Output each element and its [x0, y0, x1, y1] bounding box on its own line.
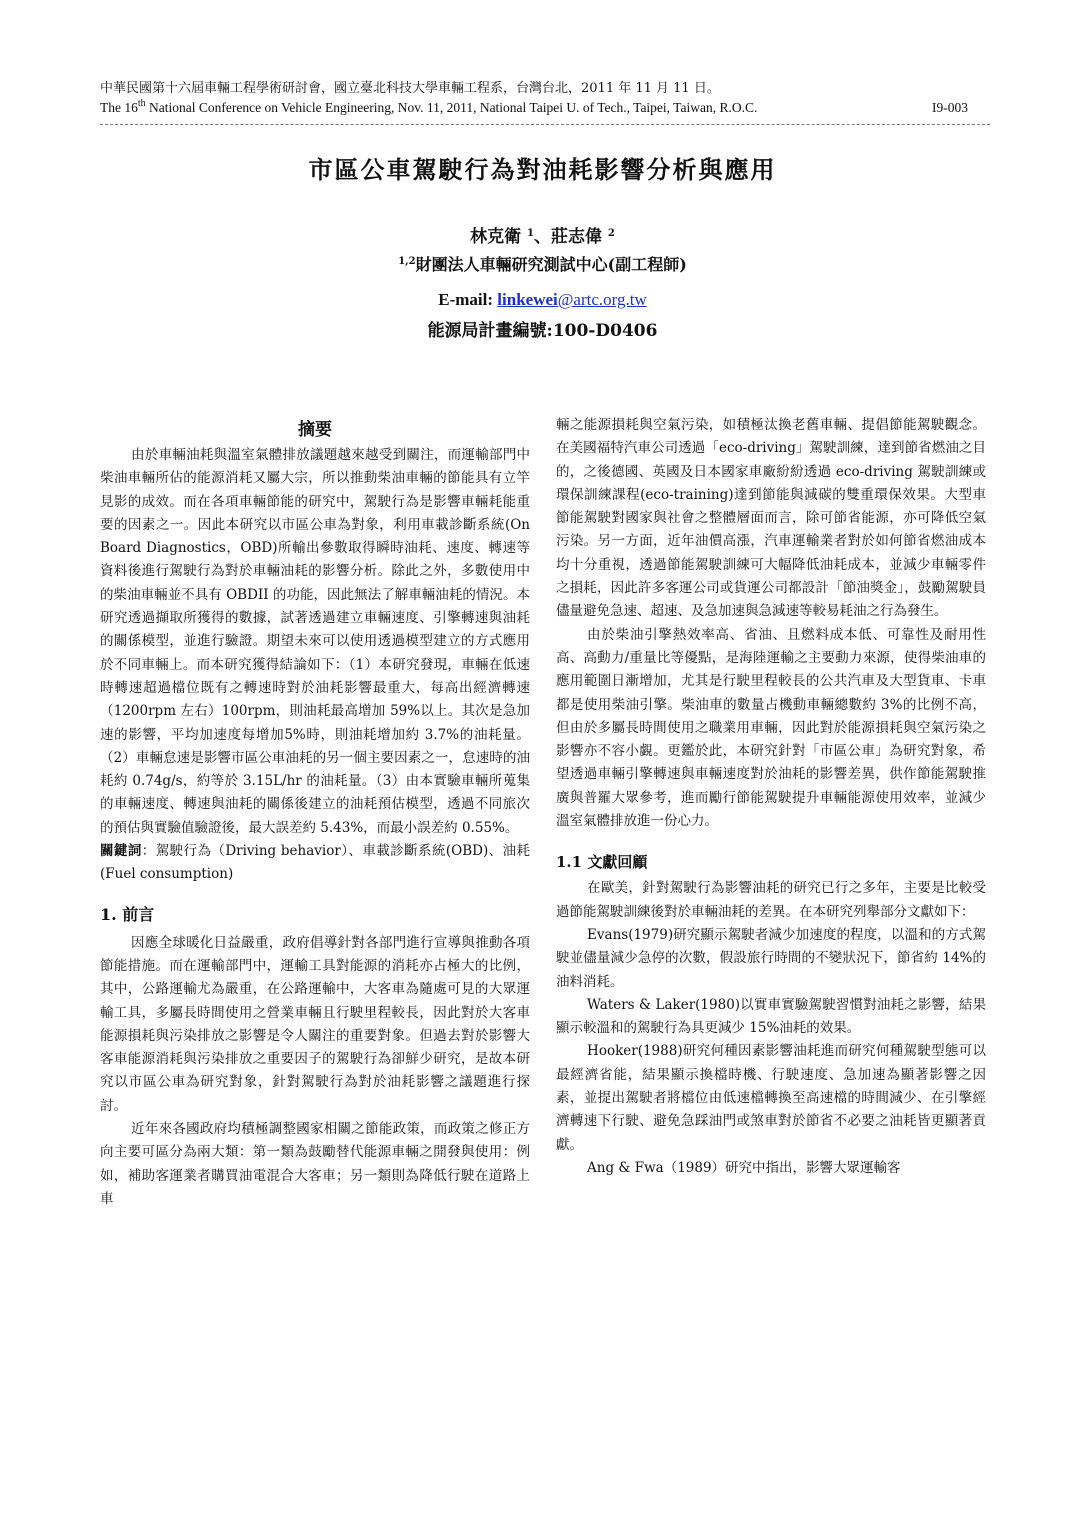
- paper-id: I9-003: [932, 100, 968, 115]
- project-number: 能源局計畫編號:100-D0406: [427, 321, 658, 341]
- abstract-heading: 摘要: [298, 420, 332, 440]
- literature-paragraph-evans: Evans(1979)研究顯示駕駛者減少加速度的程度，以溫和的方式駕駛並儘量減少急停的次數，假設旅行時間的不變狀況下，節省約 14%的油料消耗。: [556, 926, 986, 990]
- email-link-domain[interactable]: @artc.org.tw: [557, 290, 647, 309]
- section-1-heading: 1. 前言: [100, 904, 155, 924]
- abstract-text: 由於車輛油耗與溫室氣體排放議題越來越受到關注，而運輸部門中柴油車輛所佔的能源消耗又屬大宗，所以推動柴油車輛的節能具有立竿見影的成效。而在各項車輛節能的研究中，駕駛行為是影響車輛耗能重要的因素之一。因此本研究以市區公車為對象，利用車載診斷系統(On Board Diagnostics，OBD)所輸出參數取得瞬時油耗、速度、轉速等資料後進行駕駛行為對於車輛油耗的影響分析。除此之外，多數使用中的柴油車輛並不具有 OBDII 的功能，因此無法了解車輛油耗的情況。本研究透過擷取所獲得的數據，試著透過建立車輛速度、引擎轉速與油耗的關係模型，並進行驗證。期望未來可以使用透過模型建立的方式應用於不同車輛上。而本研究獲得結論如下：（1）本研究發現，車輛在低速時轉速超過檔位既有之轉速時對於油耗影響最重大，每高出經濟轉速（1200rpm 左右）100rpm，則油耗最高增加 59%以上。其次是急加速的影響，平均加速度每增加5%時，則油耗增加約 3.7%的油耗量。（2）車輛怠速是影響市區公車油耗的另一個主要因素之一，怠速時的油耗約 0.74g/s，約等於 3.15L/hr 的油耗量。（3）由本實驗車輛所蒐集的車輛速度、轉速與油耗的關係後建立的油耗預估模型，透過不同旅次的預估與實驗值驗證後，最大誤差約 5.43%，而最小誤差約 0.55%。: [100, 447, 530, 836]
- conference-header-chinese: 中華民國第十六屆車輛工程學術研討會，國立臺北科技大學車輛工程系，台灣台北，2011 年 11 月 11 日。: [100, 81, 720, 96]
- header-en-sup: th: [137, 98, 146, 109]
- author-separator: 、: [534, 227, 551, 247]
- literature-paragraph-hooker: Hooker(1988)研究何種因素影響油耗進而研究何種駕駛型態可以最經濟省能，結果顯示換檔時機、行駛速度、急加速為顯著影響之因素，並提出駕駛者將檔位由低速檔轉換至高速檔的時間減少、在引擎經濟轉速下行駛、避免急踩油門或煞車對於節省不必要之油耗皆更顯著貢獻。: [556, 1043, 986, 1153]
- affiliation-text: 財團法人車輛研究測試中心(副工程師): [415, 255, 687, 274]
- keywords-label: 關鍵詞: [100, 843, 142, 860]
- email-label: E-mail:: [438, 290, 498, 309]
- author-2-sup: 2: [607, 228, 615, 239]
- author-2: 莊志偉: [551, 227, 602, 247]
- section-1-1-heading: 1.1 文獻回顧: [556, 853, 648, 872]
- right-column: [556, 414, 986, 1180]
- left-column: [100, 418, 530, 1211]
- email-line: [0, 290, 1085, 310]
- section-1-paragraph-2: 近年來各國政府均積極調整國家相關之節能政策，而政策之修正方向主要可區分為兩大類：第一類為鼓勵替代能源車輛之開發與使用：例如，補助客運業者購買油電混合大客車；另一類則為降低行駛在道路上車: [100, 1121, 530, 1207]
- section-1-paragraph-2-continued: 輛之能源損耗與空氣污染，如積極汰換老舊車輛、提倡節能駕駛觀念。在美國福特汽車公司透過「eco-driving」駕駛訓練，達到節省燃油之目的，之後德國、英國及日本國家車廠紛紛透過 eco-driving 駕駛訓練或環保訓練課程(eco-training)達到節能與減碳的雙重環保效果。大型車節能駕駛對國家與社會之整體層面而言，除可節省能源，亦可降低空氣污染。另一方面，近年油價高漲，汽車運輸業者對於如何節省燃油成本均十分重視，透過節能駕駛訓練可大幅降低油耗成本，並減少車輛零件之損耗，因此許多客運公司或貨運公司都設計「節油獎金」，鼓勵駕駛員儘量避免急速、超速、及急加速與急減速等較易耗油之行為發生。: [556, 417, 986, 620]
- paper-title: 市區公車駕駛行為對油耗影響分析與應用: [308, 155, 777, 184]
- author-line: [0, 222, 1085, 247]
- section-1-paragraph-1: 因應全球暖化日益嚴重，政府倡導針對各部門進行宣導與推動各項節能措施。而在運輸部門中，運輸工具對能源的消耗亦占極大的比例，其中，公路運輸尤為嚴重，在公路運輸中，大客車為隨處可見的大眾運輸工具，多屬長時間使用之營業車輛且行駛里程較長，因此對於大客車能源損耗與污染排放之影響是令人關注的重要對象。但過去對於影響大客車能源消耗與污染排放之重要因子的駕駛行為卻鮮少研究，是故本研究以市區公車為研究對象，針對駕駛行為對於油耗影響之議題進行探討。: [100, 934, 530, 1114]
- conference-header-english: [100, 99, 990, 117]
- section-1-paragraph-3: 由於柴油引擎熱效率高、省油、且燃料成本低、可靠性及耐用性高、高動力/重量比等優點，是海陸運輸之主要動力來源，使得柴油車的應用範圍日漸增加，尤其是行駛里程較長的公共汽車及大型貨車、卡車都是使用柴油引擎。柴油車的數量占機動車輛總數約 3%的比例不高，但由於多屬長時間使用之職業用車輛，因此對於能源損耗與空氣污染之影響亦不容小覷。更鑑於此，本研究針對「市區公車」為研究對象，希望透過車輛引擎轉速與車輛速度對於油耗的影響差異，供作節能駕駛推廣與普羅大眾參考，進而勵行節能駕駛提升車輛能源使用效率，並減少溫室氣體排放進一份心力。: [556, 626, 986, 830]
- literature-paragraph-ang-fwa: Ang & Fwa（1989）研究中指出，影響大眾運輸客: [587, 1159, 901, 1176]
- header-en-post: National Conference on Vehicle Engineering, Nov. 11, 2011, National Taipei U. of Tech., Taipei, Taiwan, R.O.C.: [145, 100, 758, 115]
- header-divider: [100, 124, 990, 125]
- header-en-pre: The 16: [100, 100, 138, 115]
- affiliation: [0, 252, 1085, 275]
- author-1-sup: 1: [527, 228, 534, 239]
- author-1: 林克衛: [470, 227, 522, 247]
- keywords-text: ：駕駛行為（Driving behavior）、車載診斷系統(OBD)、油耗(Fuel consumption): [100, 843, 530, 883]
- keywords: [100, 840, 530, 887]
- affiliation-sup: 1,2: [398, 256, 416, 267]
- literature-paragraph-waters-laker: Waters & Laker(1980)以實車實驗駕駛習慣對油耗之影響，結果顯示較溫和的駕駛行為具更減少 15%油耗的效果。: [556, 996, 986, 1037]
- email-link-local[interactable]: linkewei: [497, 290, 558, 309]
- literature-paragraph-1: 在歐美，針對駕駛行為影響油耗的研究已行之多年，主要是比較受過節能駕駛訓練後對於車輛油耗的差異。在本研究列舉部分文獻如下：: [556, 880, 986, 920]
